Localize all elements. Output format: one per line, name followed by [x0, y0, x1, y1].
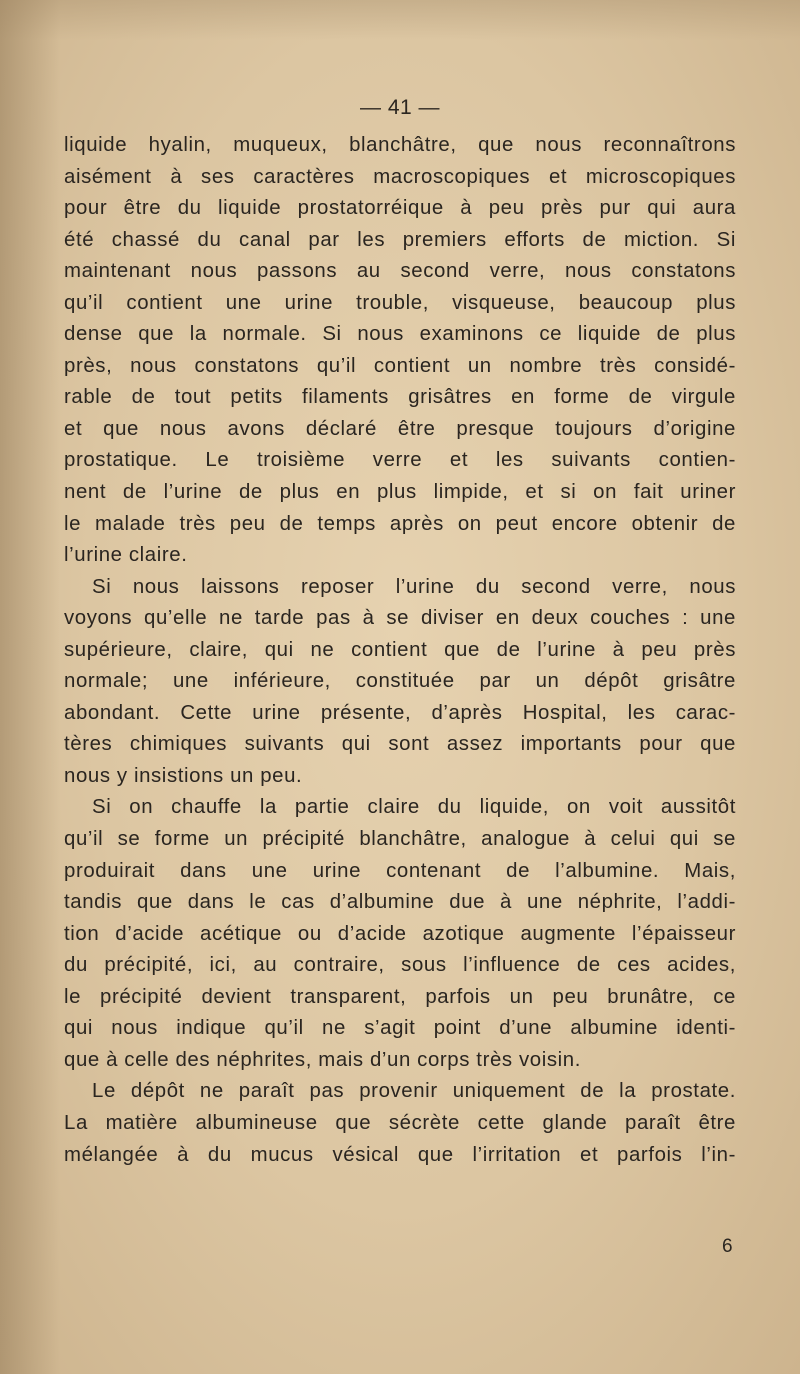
text-line: Le dépôt ne paraît pas provenir uniquement de la prostate.: [92, 1080, 736, 1103]
text-line: supérieure, claire, qui ne contient que de l’urine à peu près: [64, 638, 736, 661]
text-line: tères chimiques suivants qui sont assez importants pour que: [64, 733, 736, 756]
text-line: prostatique. Le troisième verre et les suivants contien-: [64, 449, 736, 472]
page-number: — 41 —: [359, 96, 441, 119]
text-line: Si on chauffe la partie claire du liquide, on voit aussitôt: [92, 796, 736, 819]
signature-mark: 6: [722, 1236, 733, 1257]
text-line: rable de tout petits filaments grisâtres en forme de virgule: [64, 386, 736, 409]
text-line: qu’il contient une urine trouble, visqueuse, beaucoup plus: [64, 291, 736, 314]
text-line: La matière albumineuse que sécrète cette glande paraît être: [64, 1111, 736, 1134]
text-line: le malade très peu de temps après on peut encore obtenir de: [64, 512, 736, 535]
text-line: liquide hyalin, muqueux, blanchâtre, que nous reconnaîtrons: [64, 134, 736, 156]
page-shadow-left: [0, 0, 60, 1374]
text-line: nent de l’urine de plus en plus limpide, et si on fait uriner: [64, 481, 736, 504]
text-line: nous y insistions un peu.: [64, 764, 303, 787]
body-text: [64, 130, 736, 1171]
text-line: dense que la normale. Si nous examinons ce liquide de plus: [64, 323, 736, 346]
text-line: que à celle des néphrites, mais d’un corps très voisin.: [64, 1048, 581, 1071]
text-line: pour être du liquide prostatorréique à peu près pur qui aura: [64, 197, 736, 220]
text-line: produirait dans une urine contenant de l’albumine. Mais,: [64, 859, 736, 882]
text-line: le précipité devient transparent, parfois un peu brunâtre, ce: [64, 985, 736, 1008]
text-line: été chassé du canal par les premiers efforts de miction. Si: [64, 228, 736, 251]
text-line: normale; une inférieure, constituée par un dépôt grisâtre: [64, 670, 736, 693]
text-line: et que nous avons déclaré être presque toujours d’origine: [64, 417, 736, 440]
text-line: maintenant nous passons au second verre, nous constatons: [64, 260, 736, 283]
text-line: près, nous constatons qu’il contient un nombre très considé-: [64, 354, 736, 377]
text-line: abondant. Cette urine présente, d’après Hospital, les carac-: [64, 701, 736, 724]
text-line: mélangée à du mucus vésical que l’irritation et parfois l’in-: [64, 1143, 736, 1166]
text-line: tion d’acide acétique ou d’acide azotique augmente l’épaisseur: [64, 922, 736, 945]
page-shadow-top: [0, 0, 800, 40]
text-line: Si nous laissons reposer l’urine du second verre, nous: [92, 575, 736, 598]
text-line: qui nous indique qu’il ne s’agit point d’une albumine identi-: [64, 1017, 736, 1040]
text-line: aisément à ses caractères macroscopiques et microscopiques: [64, 165, 736, 188]
text-line: l’urine claire.: [64, 544, 188, 567]
text-line: du précipité, ici, au contraire, sous l’influence de ces acides,: [64, 954, 736, 977]
text-line: qu’il se forme un précipité blanchâtre, analogue à celui qui se: [64, 828, 736, 851]
text-line: voyons qu’elle ne tarde pas à se diviser en deux couches : une: [64, 607, 736, 630]
text-line: tandis que dans le cas d’albumine due à une néphrite, l’addi-: [64, 891, 736, 914]
